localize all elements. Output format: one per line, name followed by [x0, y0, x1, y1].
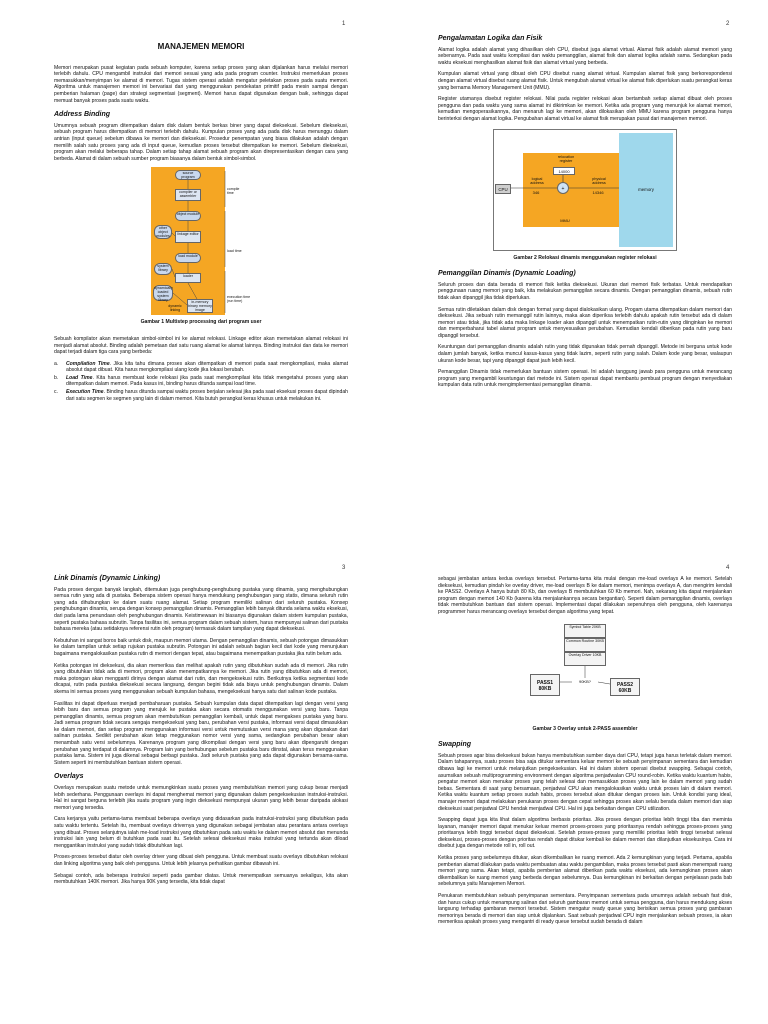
node-linkage-editor: linkage editor — [175, 231, 201, 243]
figure-1-caption: Gambar 1 Multistep processing dari program user — [140, 319, 262, 326]
overlays-paragraph-2: Cara kerjanya yaitu pertama-tama membuat beberapa overlays yang didasarkan pada instruksi-instruksi yang dibutuhkan pada satu waktu tertentu. Setelah itu, membuat overlays drivernya yang digunakan sebagai jembatan atau perantara antara overlays yang dibuat. Proses selanjutnya ialah me-load instruksi yang dibutuhkan pada satu waktu ke dalam memori absolut dan menunda instruksi lain yang belum di butuhkan pada saat itu. Setelah selesai dieksekusi maka instruksi yang tertunda akan diload menggantikan instruksi yang sudah tidak dibutuhkan lagi. — [54, 816, 348, 849]
section-heading-dynamic-loading: Pemanggilan Dinamis (Dynamic Loading) — [438, 270, 576, 278]
label-load-time: load time — [227, 249, 242, 254]
label-execution-time: execution time (run time) — [227, 295, 251, 304]
node-load-module: load module — [175, 253, 201, 263]
page-number: 4 — [726, 565, 730, 571]
linking-paragraph-1: Pada proses dengan banyak langkah, ditemukan juga penghubung-penghubung pustaka yang dinamis, yang menghubungkan semua rutin yang ada di pustaka. Beberapa sistem operasi hanya mendukung penghubungan yang statis, dimana seluruh rutin yang ada dihubungkan ke dalam suatu ruang alamat. Setiap program memiliki salinan dari seluruh pustaka. Konsep penghubungan dinamis, serupa dengan konsep pemanggilan dinamis. Pemanggilan lebih banyak ditunda selama waktu eksekusi, dari pada lama penundaan oleh penghubungan dinamis. Keistimewaan ini biasanya digunakan dalam sistem kumpulan pustaka, seperti pustaka bahasa subrutin. Tanpa fasilitas ini, semua program dalam sebuah sistem, harus mempunyai salinan dari pustaka bahasa mereka (atau setidaknya referensi rutin oleh program) termasuk dalam tampilan yang dapat dieksekusi. — [54, 586, 348, 633]
page-4 — [384, 512, 768, 1024]
binding-paragraph-2: Sebuah kompilator akan memetakan simbol-simbol ini ke alamat relokasi. Linkage editor akan memetakan alamat relokasi ini menjadi alamat absolut. Binding adalah pemetaan dari satu ruang alamat ke alamat lainnya. Binding instruksi dan data ke memori dapat terjadi dalam tiga cara yang berbeda: — [54, 335, 348, 356]
physical-address-label: physical address — [592, 176, 606, 185]
adder-circle: + — [557, 182, 569, 194]
node-memory-image: in-memory binary memory image — [188, 300, 212, 313]
overlays-paragraph-4: Sebagai contoh, ada beberapa instruksi seperti pada gambar diatas. Untuk menempatkan semuanya sekaligus, kita akan membutuhkan 140K memori. Jika hanya 90K yang tersedia, kita tidak dapat — [54, 872, 348, 886]
page-2 — [384, 0, 768, 512]
swapping-paragraph-3: Ketika proses yang sebelumnya ditukar, akan dikembalikan ke ruang memori. Ada 2 kemungkinan yang terjadi. Pertama, apabila pemberian alamat dilakukan pada waktu pembuatan atau waktu pengambilan, maka proses tersebut pasti akan menempati ruang memori yang sama. Akan tetapi, apabila pemberian alamat diberikan pada waktu eksekusi, ada kemungkinan proses akan dikembalikan ke ruang memori yang berbeda dengan sebelumnya. Dua kemungkinan ini berkaitan dengan penjelasan pada bab sebelumnya yaitu Manajemen Memori. — [438, 855, 732, 888]
list-item: c. Execution Time. Binding harus ditunda sampai waktu proses berjalan selesai jika pada saat eksekusi proses dapat dipindah dari satu segmen ke segmen yang lain di dalam memori. Kita butuh perangkat keras khusus untuk melakukan ini. — [54, 389, 348, 402]
memory-block: memory — [619, 133, 673, 247]
list-item: b. Load Time. Kita harus membuat kode relokasi jika pada saat mengkompilasi kita tidak mengetahui proses yang akan ditempatkan dalam memori. Pada kasus ini, binding harus ditunda sampai load time. — [54, 374, 348, 388]
figure-2-relocation-diagram — [493, 129, 677, 251]
section-heading-dynamic-linking: Link Dinamis (Dynamic Linking) — [54, 575, 161, 582]
mmu-label: MMU — [560, 217, 570, 223]
dynamic-loading-paragraph-3: Keuntungan dari pemanggilan dinamis adalah rutin yang tidak digunakan tidak pernah dipanggil. Metode ini berguna untuk kode dalam jumlah banyak, ketika muncul kasus-kasus yang tidak lazim, seperti rutin yang salah. Dalam kode yang besar, walaupun ukuran kode besar, tapi yang dipanggil dapat jauh lebih kecil. — [438, 344, 732, 364]
physical-address-value: 14346 — [592, 189, 604, 195]
relocation-register-label: relocation register — [557, 154, 575, 163]
logic-paragraph-3: Register utamanya disebut register relokasi. Nilai pada register relokasi akan bertambah setiap alamat dibuat oleh proses pengguna dan pada waktu yang sama alamat ini dikirimkan ke memori. Ketika ada program yang menunjuk ke alamat memori, kemudian mengoperasikannya, dan menaruh lagi ke memori, akan dilokasikan oleh MMU karena program pengguna hanya berinterksi dengan alamat logika. Pengubahan alamat virtual ke alamat fisik merupakan pusat dari manajemen memori. — [438, 96, 732, 122]
page-number: 2 — [726, 21, 730, 27]
swapping-paragraph-4: Penukaran membutuhkan sebuah penyimpanan sementara. Penyimpanan sementara pada umumnya adalah sebuah fast disk, dan harus cukup untuk menampung salinan dari seluruh gambaran memori untuk semua pengguna, dan harus mendukung akses langsung terhadap gambaran memori tersebut. Sistem mengatur ready queue yang berisikan semua proses yang gambaran memorinya berada di memori dan siap untuk dijalankan. Saat sebuah penjadwal CPU ingin menjalankan sebuah proses, ia akan memeriksa apakah proses yang mengantri di ready queue tersebut sudah berada di dalam — [438, 893, 732, 926]
node-dynamic-library: dynamically loaded system library — [154, 286, 173, 303]
pass1-label: PASS1 — [536, 679, 554, 686]
document-title: MANAJEMEN MEMORI — [157, 42, 245, 51]
swapping-paragraph-1: Sebuah proses agar bisa dieksekusi bukan hanya membutuhkan sumber daya dari CPU, tetapi juga harus terletak dalam memori. Dalam tahapannya, suatu proses bisa saja ditukar sementara keluar memori ke sebuah penyimpanan sementara dan kemudian dibawa lagi ke memori untuk melanjutkan pengeksekusian. Hal ini dalam sistem operasi disebut swapping. Sebagai contoh, asumsikan sebuah multiprogramming environment dengan algoritma penjadwalan CPU round-robin. Ketika waktu kuantum habis, pengatur memori akan menukar proses yang telah selesai dan memasukkan proses yang lain ke dalam memori yang sudah bebas. Sementara di saat yang bersamaan, penjadwal CPU akan mengalokasikan waktu untuk proses lain di dalam memori. Ketika waktu kuantum setiap proses sudah habis, proses tersebut akan ditukar dengan proses lain. Untuk kondisi yang ideal, manajer memori dapat melakukan penukaran proses dengan cepat sehingga proses akan selalu berada dalam memori dan siap dieksekusi saat penjadwal CPU hendak menjadwal CPU. Hal ini juga berkaitan dengan CPU utilization. — [438, 752, 732, 812]
figure-1-connectors — [151, 167, 251, 315]
overlays-paragraph-3: Proses-proses tersebut diatur oleh overlay driver yang dibuat oleh pengguna. Untuk membuat suatu overlays dibutuhkan relokasi dan linking algoritma yang baik oleh pengguna. Untuk lebih jelasnya perhatikan gambar dibawah ini. — [54, 854, 348, 867]
page-number: 3 — [342, 565, 346, 571]
dynamic-loading-paragraph-1: Seluruh proses dan data berada di memori fisik ketika dieksekusi. Ukuran dari memori fisik terbatas. Untuk mendapatkan penggunaan ruang memori yang baik, kita melakukan pemanggilan secara dinamis. Dengan pemanggilan dinamis, sebuah rutin tidak akan dipanggil jika tidak diperlukan. — [438, 281, 732, 301]
center-size-label: 90KB? — [578, 678, 591, 684]
page-3 — [0, 512, 384, 1024]
logical-address-value: 346 — [532, 189, 540, 195]
node-loader: loader — [175, 273, 201, 283]
cpu-box: CPU — [495, 184, 511, 194]
figure-1-multistep-diagram — [151, 167, 251, 315]
figure-2-arrows — [493, 129, 677, 251]
linking-paragraph-3: Ketika potongan ini dieksekusi, dia akan memeriksa dan melihat apakah rutin yang dibutuhkan sudah ada di memori. Jika rutin yang dibutuhkan tidak ada di memori, program akan menempatkannya ke memori. Jika rutin yang dibutuhkan ada di memori, maka potongan akan mengganti dirinya dengan alamat dari rutin, dan mengeksekusi rutin. Berikutnya ketika segmentasi kode dicapai, rutin pada pustaka dieksekusi secara langsung, dengan begini tidak ada biaya untuk penghubungan dinamis. Dalam skema ini semua proses yang menggunakan sebuah kumpulan bahasa, mengeksekusi hanya satu dari salinan kode pustaka. — [54, 662, 348, 695]
label-dynamic-linking: dynamic linking — [168, 304, 182, 313]
figure-2-caption: Gambar 2 Relokasi dinamis menggunakan register relokasi — [513, 254, 657, 261]
logical-address-label: logical address — [530, 176, 544, 185]
linking-paragraph-4: Fasilitas ini dapat diperluas menjadi pembaharuan pustaka. Sebuah kumpulan data dapat ditempatkan lagi dengan versi yang lebih baru dan semua program yang merujuk ke pustaka akan secara otomatis menggunakan versi yang baru. Tanpa pemanggilan dinamis, semua program akan membutuhkan pemanggilan kembali, untuk dapat mengakses pustaka yang baru. Jadi semua program tidak secara sengaja mengeksekusi yang baru, perubahan versi pustaka, informasi versi dapat dimasukkan ke dalam memori, dan setiap program menggunakan informasi versi untuk memutuskan versi mana yang akan digunakan dari salinan pustaka. Sedikit perubahan akan tetap meggunakan nomor versi yang sama, sedangkan perubahan besar akan menambah satu versi sebelumnya. Karenanya program yang dikompilasi dengan versi yang baru akan dipengaruhi dengan perubahan yang terdapat di dalamnya. Program lain yang berhubungan sebelum pustaka baru diinstal, akan terus menggunakan pustaka lama. Sistem ini juga dikenal sebagai berbagi pustaka. Jadi seluruh pustaka yang ada dapat digunakan bersama-sama. Sistem seperti ini membutuhkan bantuan sistem operasi. — [54, 700, 348, 766]
node-system-library: system library — [154, 263, 172, 275]
node-other-object-modules: other object modules — [154, 225, 172, 239]
relocation-register-value: 14000 — [553, 167, 575, 175]
section-heading-swapping: Swapping — [438, 741, 472, 749]
logic-paragraph-2: Kumpulan alamat virtual yang dibuat oleh CPU disebut ruang alamat virtual. Kumpulan alamat fisik yang berkorespondensi dengan alamat virtual disebut ruang alamat fisik. Untuk mengubah alamat virtual ke alamat fisik diperlukan suatu perangkat keras yang bernama Memory Management Unit (MMU). — [438, 71, 732, 91]
overlays-paragraph-1: Overlays merupakan suatu metode untuk memungkinkan suatu proses yang membutuhkan memori yang cukup besar menjadi lebih sederhana. Penggunaan overlays ini dapat menghemat memori yang digunakan dalam pengeksekusian instruksi-instruksi. Hal ini sangat berguna terlebih jika suatu program yang ingin dieksekusi mempunyai ukuran yang lebih besar daripada alokasi memori yang tersedia. — [54, 785, 348, 811]
pass1-size: 80KB — [538, 685, 552, 692]
node-object-module: object module — [175, 211, 201, 221]
overlay-driver-box: Overlay Driver 10KB — [564, 652, 606, 666]
common-routine-box: Common Routine 30KB — [564, 638, 606, 652]
dynamic-loading-paragraph-4: Pemanggilan Dinamis tidak memerlukan bantuan sistem operasi. Ini adalah tanggung jawab para pengguna untuk merancang program yang mengambil keuntungan dari metode ini. Sistem operasi dapat membantu pembuat program dengan menyediakan kumpulan data rutin untuk mengimplementasi pemanggilan dinamis. — [438, 369, 732, 389]
pass2-label: PASS2 — [616, 681, 634, 688]
section-heading-logic-physical: Pengalamatan Logika dan Fisik — [438, 35, 543, 42]
section-heading-address-binding: Address Binding — [54, 111, 111, 119]
binding-list — [54, 361, 348, 403]
binding-paragraph: Umumnya sebuah program ditempatkan dalam disk dalam bentuk berkas biner yang dapat dieksekusi. Sebelum dieksekusi, sebuah program harus ditempatkan di memori terlebih dahulu. Kumpulan proses yang ada pada disk harus menunggu dalam antrian (input queue) sebelum dibawa ke memori dan dieksekusi. Prosedur penempatan yang biasa dilakukan adalah dengan memilih salah satu proses yang ada di input queue, kemudian proses tersebut ditempatkan ke memori. Sebelum dieksekusi, program akan melalui beberapa tahap. Dalam setiap tahap alamat sebuah program akan direpresentasikan dengan cara yang berbeda. Alamat di dalam sebuah sumber program biasanya dalam bentuk simbol-simbol. — [54, 122, 348, 162]
overlays-continued-paragraph: sebagai jembatan antara kedua overlays tersebut. Pertama-tama kita mulai dengan me-load overlays A ke memori. Setelah dieksekusi, kemudian pindah ke overlay driver, me-load overlays B ke dalam memori, menimpa overlays A, dan mengirim kendali ke PASS2. Overlays A hanya butuh 80 Kb, dan overlays B membutuhkan 60 Kb memori. Nah, sekarang kita dapat menjalankan program dengan memori 140 Kb (karena kita menjalankannya secara bergantian). Seperti dalam pemanggilan dinamis, overlays tidak membutuhkan bantuan dari sistem operasi. Implementasi dapat dilakukan sepenuhnya oleh pengguna, oleh karenanya programmer harus merancang overlays tersebut dengan algoritma yang tepat. — [438, 576, 732, 615]
dynamic-loading-paragraph-2: Semua rutin diletakkan dalam disk dengan format yang dapat dialokasikan ulang. Progam utama ditempatkan dalam memori dan dieksekusi. Jika sebuah rutin memanggil rutin lainnya, maka akan diperiksa terlebih dahulu apakah rutin tersebut ada di dalam memori atau tidak, jika tidak ada maka linkage loader akan dipanggil untuk menempatkan rutin-rutin yang diinginkan ke memori dan memperbaharui tabel alamat program untuk menyesuaikan perubahan. Kemudian kendali diberikan pada rutin yang baru dipanggil tersebut. — [438, 306, 732, 339]
intro-paragraph: Memori merupakan pusat kegiatan pada sebuah komputer, karena setiap proses yang akan dijalankan harus melalui memori terlebih dahulu. CPU mengambil instruksi dari memori sesuai yang ada pada program counter. Instruksi memerlukan proses memasukkan/menyimpan ke alamat di memori. Tugas sistem operasi adalah mengatur peletakan proses pada suatu memori. Algoritma untuk manajemen memori ini bervariasi dari yang menggunakan pendekatan primitif pada mesin sampai dengan pemberian halaman (page) dan strategi segmentasi (segment). Memori harus dapat digunakan dengan baik, sehingga dapat memuat banyak proses pada suatu waktu. — [54, 64, 348, 104]
label-compile-time: compile time — [227, 187, 240, 196]
pass2-size: 60KB — [618, 687, 632, 694]
page-number: 1 — [342, 21, 346, 27]
section-heading-overlays: Overlays — [54, 773, 84, 781]
linking-paragraph-2: Kebutuhan ini sangat boros baik untuk disk, maupun memori utama. Dengan pemanggilan dinamis, sebuah potongan dimasukkan ke dalam tampilan untuk setiap rujukan pustaka subrutin. Potongan ini adalah sebuah bagian kecil dari kode yang menunjukan bagaimana mengalokasikan pustaka rutin di memori dengan tepat, atau bagaimana menempatkan pustaka jika rutin belum ada. — [54, 637, 348, 657]
swapping-paragraph-2: Swapping dapat juga kita lihat dalam algoritma berbasis prioritas. Jika proses dengan prioritas lebih tinggi tiba dan meminta layanan, manajer memori dapat menukar keluar memori proses-proses yang prioritasnya rendah sehingga proses-proses yang prioritasnya lebih tinggi tersebut dapat dieksekusi. Setelah proses-proses yang memiliki prioritas lebih tinggi tersebut selesai dieksekusi, proses-proses dengan prioritas rendah dapat ditukar kembali ke dalam memori dan dilanjutkan eksekusinya. Cara ini disebut juga dengan metode roll in, roll out. — [438, 817, 732, 850]
node-source-program: source program — [175, 170, 201, 180]
list-item: a. Compilation Time. Jika kita tahu dimana proses akan ditempatkan di memori pada saat mengkompilasi, maka alamat absolut dapat dibuat. Kita harus mengkompilasi ulang kode jika lokasi berubah. — [54, 360, 348, 374]
logic-paragraph-1: Alamat logika adalah alamat yang dihasilkan oleh CPU, disebut juga alamat virtual. Alamat fisik adalah alamat memori yang sebenarnya. Pada saat waktu kompilasi dan waktu pemanggilan, alamat fisik dan alamat logika adalah sama. Sedangkan pada waktu eksekusi menghasilkan alamat fisik dan alamat virtual yang berbeda. — [438, 46, 732, 66]
figure-3-caption: Gambar 3 Overlay untuk 2-PASS assembler — [532, 725, 638, 732]
figure-3-arrows — [530, 624, 640, 720]
figure-3-overlay-diagram — [530, 624, 640, 720]
page-1 — [0, 0, 384, 512]
node-compiler: compiler or assembler — [175, 189, 201, 201]
symbol-table-box: Symbol Table 20KB — [564, 624, 606, 638]
